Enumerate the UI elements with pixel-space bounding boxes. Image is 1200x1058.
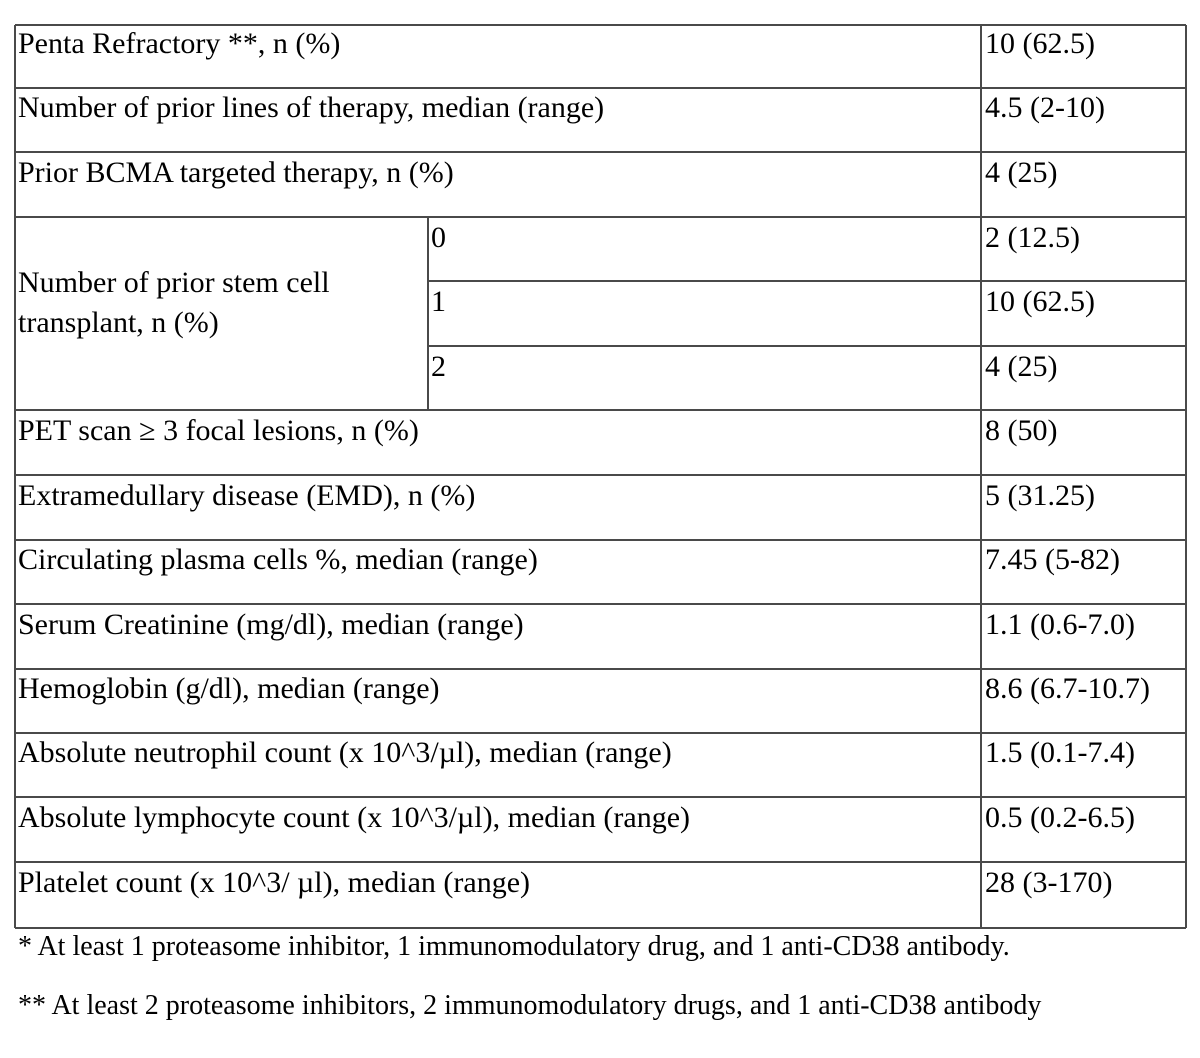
row-value-penta-refractory: 10 (62.5) [985, 27, 1095, 60]
row-label-creatinine: Serum Creatinine (mg/dl), median (range) [18, 608, 524, 641]
row-label-plasma-cells: Circulating plasma cells %, median (range) [18, 543, 538, 576]
row-label-penta-refractory: Penta Refractory **, n (%) [18, 27, 341, 60]
subrow-category-2: 2 [431, 350, 446, 383]
row-value-emd: 5 (31.25) [985, 479, 1095, 512]
row-value-prior-lines: 4.5 (2-10) [985, 91, 1105, 124]
subrow-value-1: 10 (62.5) [985, 285, 1095, 318]
row-label-platelet: Platelet count (x 10^3/ µl), median (range) [18, 866, 531, 899]
row-value-pet-scan: 8 (50) [985, 414, 1058, 447]
row-label-neutrophil: Absolute neutrophil count (x 10^3/µl), median (range) [18, 736, 672, 769]
subrow-category-0: 0 [431, 221, 446, 254]
row-label-pet-scan: PET scan ≥ 3 focal lesions, n (%) [18, 414, 419, 447]
subrow-value-2: 4 (25) [985, 350, 1058, 383]
row-label-prior-bcma: Prior BCMA targeted therapy, n (%) [18, 156, 454, 189]
row-label-prior-lines: Number of prior lines of therapy, median (range) [18, 91, 605, 124]
row-value-plasma-cells: 7.45 (5-82) [985, 543, 1120, 576]
row-label-emd: Extramedullary disease (EMD), n (%) [18, 479, 476, 512]
footnote-single-asterisk: * At least 1 proteasome inhibitor, 1 immunomodulatory drug, and 1 anti-CD38 antibody. [18, 931, 1010, 962]
row-value-hemoglobin: 8.6 (6.7-10.7) [985, 672, 1150, 705]
row-value-neutrophil: 1.5 (0.1-7.4) [985, 736, 1135, 769]
footnote-double-asterisk: ** At least 2 proteasome inhibitors, 2 immunomodulatory drugs, and 1 anti-CD38 antibody [18, 990, 1042, 1021]
row-value-lymphocyte: 0.5 (0.2-6.5) [985, 801, 1135, 834]
subrow-value-0: 2 (12.5) [985, 221, 1080, 254]
row-label-hemoglobin: Hemoglobin (g/dl), median (range) [18, 672, 440, 705]
row-value-creatinine: 1.1 (0.6-7.0) [985, 608, 1135, 641]
row-value-prior-bcma: 4 (25) [985, 156, 1058, 189]
row-label-stem-cell-transplant: Number of prior stem cell transplant, n (%) [18, 266, 330, 339]
row-value-platelet: 28 (3-170) [985, 866, 1113, 899]
row-label-lymphocyte: Absolute lymphocyte count (x 10^3/µl), median (range) [18, 801, 691, 834]
subrow-category-1: 1 [431, 285, 446, 318]
